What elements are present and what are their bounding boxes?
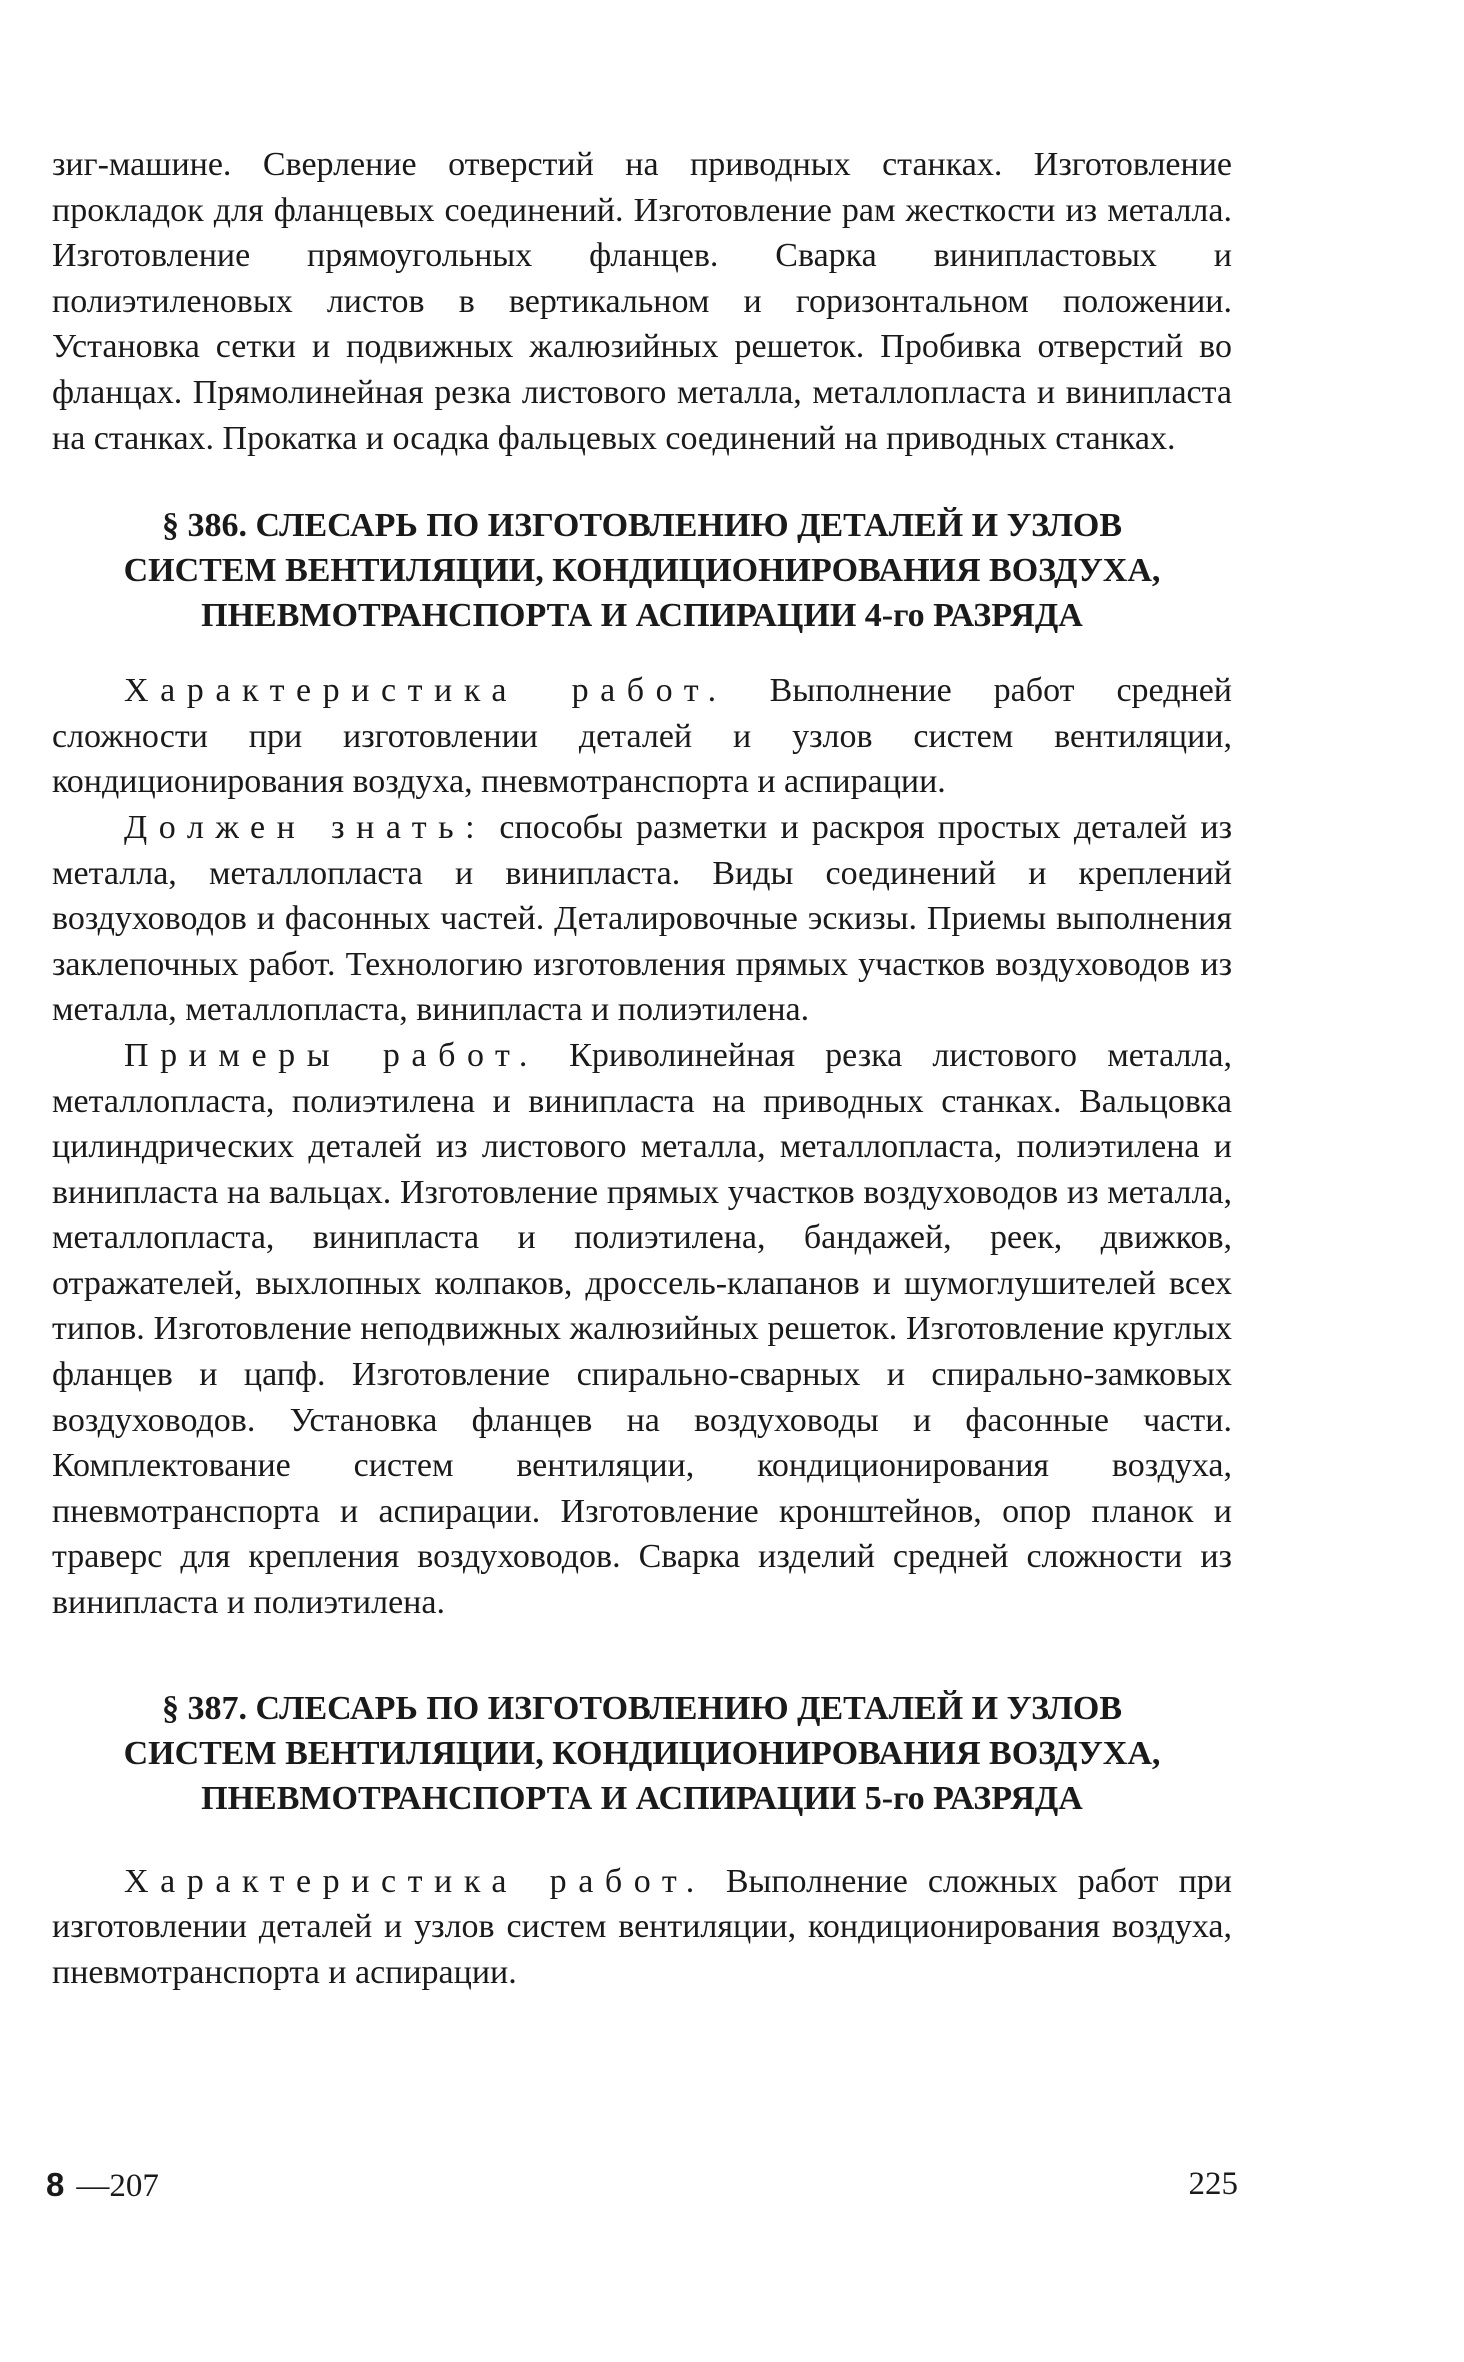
signature-number: —207: [76, 2168, 159, 2204]
page-number: 225: [1188, 2166, 1238, 2202]
printer-signature: [46, 2166, 159, 2205]
section-387-heading-line-1: § 387. СЛЕСАРЬ ПО ИЗГОТОВЛЕНИЮ ДЕТАЛЕЙ И УЗЛОВ: [161, 1689, 1123, 1727]
section-386-heading: [52, 503, 1232, 638]
intro-paragraph: зиг-машине. Сверление отверстий на приводных станках. Изготовление прокладок для фланцевых соединений. Изготовление рам жесткости из металла. Изготовление прямоугольных фланцев. Сварка винипластовых и полиэтиленовых листов в вертикальном и горизонтальном положении. Установка сетки и подвижных жалюзийных решеток. Пробивка отверстий во фланцах. Прямолинейная резка листового металла, металлопласта и винипласта на станках. Прокатка и осадка фальцевых соединений на приводных станках.: [52, 146, 1232, 457]
characteristic-label: Характеристика работ.: [124, 672, 728, 710]
section-386-characteristic: [52, 668, 1232, 805]
section-386-heading-line-3: ПНЕВМОТРАНСПОРТА И АСПИРАЦИИ 4-го РАЗРЯДА: [201, 597, 1083, 635]
section-386-heading-line-1: § 386. СЛЕСАРЬ ПО ИЗГОТОВЛЕНИЮ ДЕТАЛЕЙ И УЗЛОВ: [161, 507, 1123, 545]
page-body: [52, 142, 1232, 1995]
section-386-heading-line-2: СИСТЕМ ВЕНТИЛЯЦИИ, КОНДИЦИОНИРОВАНИЯ ВОЗДУХА,: [123, 552, 1161, 590]
examples-text: Криволинейная резка листового металла, металлопласта, полиэтилена и винипласта на приводных станках. Вальцовка цилиндрических деталей из листового металла, металлопласта, полиэтилена и винипласта на вальцах. Изготовление прямых участков воздуховодов из металла, металлопласта, винипласта и полиэтилена, бандажей, реек, движков, отражателей, выхлопных колпаков, дроссель-клапанов и шумоглушителей всех типов. Изготовление неподвижных жалюзийных решеток. Изготовление круглых фланцев и цапф. Изготовление спирально-сварных и спирально-замковых воздуховодов. Установка фланцев на воздуховоды и фасонные части. Комплектование систем вентиляции, кондиционирования воздуха, пневмотранспорта и аспирации. Изготовление кронштейнов, опор планок и траверс для крепления воздуховодов. Сварка изделий средней сложности из винипласта и полиэтилена.: [52, 1036, 1232, 1622]
characteristic-text: Выполнение сложных работ при изготовлении деталей и узлов систем вентиляции, кондиционирования воздуха, пневмотранспорта и аспирации.: [52, 1862, 1232, 1991]
signature-mark: 8: [46, 2166, 65, 2203]
must-know-text: способы разметки и раскроя простых деталей из металла, металлопласта и винипласта. Виды соединений и креплений воздуховодов и фасонных частей. Деталировочные эскизы. Приемы выполнения заклепочных работ. Технологию изготовления прямых участков воздуховодов из металла, металлопласта, винипласта и полиэтилена.: [52, 808, 1232, 1029]
section-387-heading-line-3: ПНЕВМОТРАНСПОРТА И АСПИРАЦИИ 5-го РАЗРЯДА: [201, 1779, 1083, 1817]
section-387-characteristic: [52, 1859, 1232, 1996]
section-387-heading-line-2: СИСТЕМ ВЕНТИЛЯЦИИ, КОНДИЦИОНИРОВАНИЯ ВОЗДУХА,: [123, 1734, 1161, 1772]
must-know-label: Должен знать:: [124, 808, 487, 846]
section-386-examples: [52, 1033, 1232, 1626]
characteristic-label: Характеристика работ.: [124, 1862, 706, 1900]
section-387-heading: [52, 1686, 1232, 1821]
characteristic-text: Выполнение работ средней сложности при изготовлении деталей и узлов систем вентиляции, кондиционирования воздуха, пневмотранспорта и аспирации.: [52, 672, 1232, 801]
examples-label: Примеры работ.: [124, 1036, 539, 1074]
section-386-must-know: [52, 805, 1232, 1033]
